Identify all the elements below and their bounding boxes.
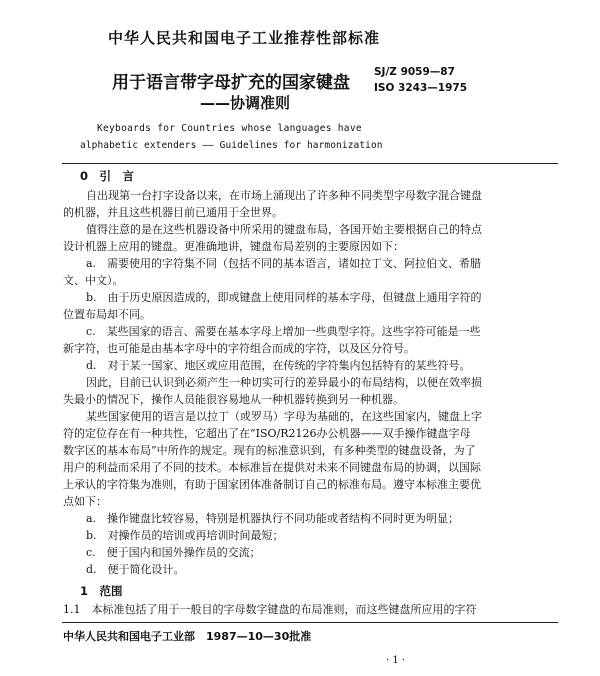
body-line: 新字符，也可能是由基本字母中的字符组合而成的字符，以及区分符号。	[63, 342, 415, 355]
body-line: a. 需要使用的字符集不同（包括不同的基本语言，诸如拉丁文、阿拉伯文、希腊	[86, 257, 482, 270]
approval-line: 中华人民共和国电子工业部 1987—10—30批准	[63, 630, 312, 643]
body-line: 文、中文）。	[63, 274, 124, 287]
english-title-line-2: alphabetic extenders —— Guidelines for harmonization	[80, 140, 383, 151]
body-line: 某些国家使用的语言是以拉丁（或罗马）字母为基础的，在这些国家内，键盘上字	[86, 410, 482, 423]
clause-1-1: 1.1 本标准包括了用于一般目的字母数字键盘的布局准则，而这些键盘所应用的字符	[63, 603, 477, 616]
body-line: 上承认的字符集为准则，有助于国家团体准备制订自己的标准布局。遵守本标准主要优	[63, 478, 481, 491]
body-line: d. 对于某一国家、地区或应用范围，在传统的字符集内包括特有的某些符号。	[86, 359, 471, 372]
body-line: 位置布局却不同。	[63, 308, 151, 321]
body-line: c. 便于国内和国外操作员的交流；	[86, 546, 261, 559]
body-line: 因此，目前已认识到必须产生一种切实可行的差异最小的布局结构，以便在效率损	[86, 376, 482, 389]
body-line: 值得注意的是在这些机器设备中所采用的键盘布局，各国开始主要根据自己的特点	[86, 223, 482, 236]
document-title: 用于语言带字母扩充的国家键盘	[112, 73, 350, 93]
body-line: 自出现第一台打字设备以来，在市场上涌现出了许多种不同类型字母数字混合键盘	[86, 189, 482, 202]
iso-number: ISO 3243—1975	[374, 82, 467, 94]
org-standard-heading: 中华人民共和国电子工业推荐性部标准	[108, 29, 381, 47]
section-0-heading: 0 引 言	[80, 169, 135, 183]
section-1-heading: 1 范围	[80, 584, 123, 598]
body-line: 的机器，并且这些机器目前已通用于全世界。	[63, 206, 283, 219]
english-title-line-1: Keyboards for Countries whose languages have	[97, 123, 362, 134]
page-number: · 1 ·	[386, 655, 406, 666]
body-line: 符的定位存在有一种共性，它超出了在“ISO/R2126办公机器——双手操作键盘字母	[63, 427, 471, 440]
body-line: b. 由于历史原因造成的，即或键盘上使用同样的基本字母，但键盘上通用字符的	[86, 291, 482, 304]
body-line: 用户的利益而采用了不同的技术。本标准旨在提供对未来不同键盘布局的协调，以国际	[63, 461, 481, 474]
body-line: c. 某些国家的语言、需要在基本字母上增加一些典型字符。这些字符可能是一些	[86, 325, 481, 338]
footer-divider	[62, 622, 558, 623]
body-line: d. 便于简化设计。	[86, 563, 185, 576]
body-line: 点如下：	[63, 495, 107, 508]
body-line: b. 对操作员的培训或再培训时间最短；	[86, 529, 284, 542]
body-line: 失最小的情况下，操作人员能很容易地从一种机器转换到另一种机器。	[63, 393, 404, 406]
body-line: 数字区的基本布局”中所作的规定。现有的标准意识到，有多种类型的键盘设备，为了	[63, 444, 476, 457]
document-subtitle: ——协调准则	[200, 94, 291, 112]
header-divider	[62, 163, 558, 164]
body-line: a. 操作键盘比较容易，特别是机器执行不同功能或者结构不同时更为明显；	[86, 512, 460, 525]
standard-number: SJ/Z 9059—87	[374, 66, 455, 78]
body-line: 设计机器上应用的键盘。更准确地讲，键盘布局差别的主要原因如下：	[63, 240, 404, 253]
